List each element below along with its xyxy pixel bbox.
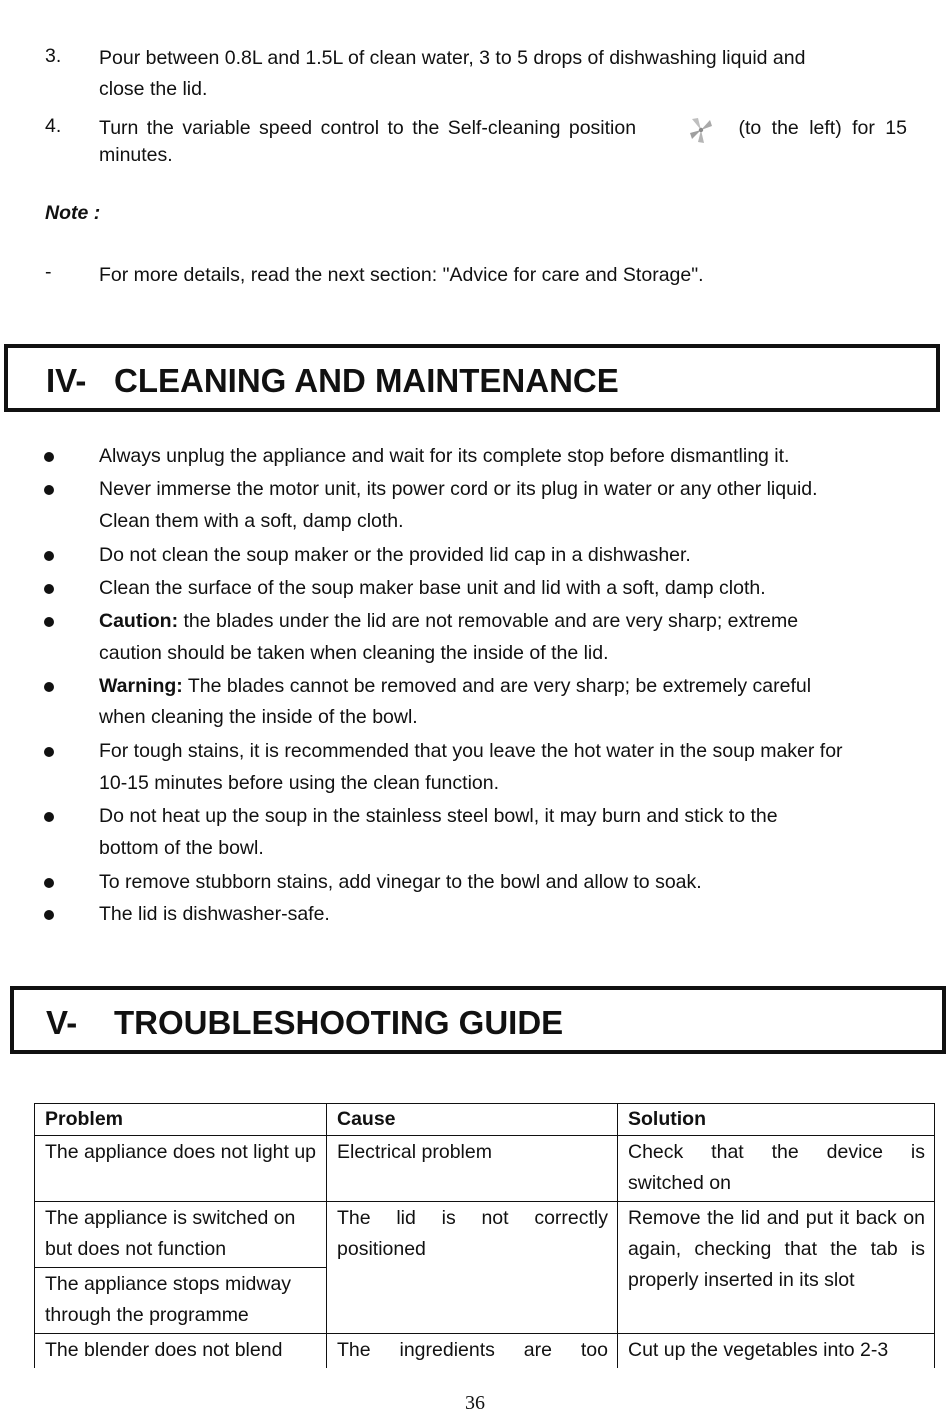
bullet-4 [99, 573, 766, 604]
bullet-6-line-2: when cleaning the inside of the bowl. [99, 706, 418, 728]
cause-cell: Electrical problem [327, 1136, 618, 1202]
header-cause: Cause [327, 1104, 618, 1136]
bullet-6 [99, 671, 811, 733]
bullet-dot [44, 584, 54, 594]
step-3-text [99, 43, 899, 105]
problem-cell: The appliance does not light up [35, 1136, 327, 1202]
step-4-text [99, 113, 907, 171]
bullet-7-line-1: For tough stains, it is recommended that you leave the hot water in the soup maker for [99, 740, 843, 762]
bullet-8-line-2: bottom of the bowl. [99, 837, 264, 859]
section-v-number: V- [46, 1004, 78, 1041]
bullet-5-line-1 [99, 606, 798, 637]
section-v-title: TROUBLESHOOTING GUIDE [114, 1004, 564, 1041]
bullet-10 [99, 899, 330, 930]
bullet-dot [44, 551, 54, 561]
bullet-dot [44, 747, 54, 757]
cause-cell-text: The lid is not correctly positioned [337, 1207, 608, 1260]
bullet-dot [44, 617, 54, 627]
cause-cell [327, 1334, 618, 1369]
section-v-header [10, 986, 946, 1054]
bullet-2-line-1: Never immerse the motor unit, its power cord or its plug in water or any other liquid. [99, 478, 818, 500]
problem-cell: The blender does not blend [35, 1334, 327, 1369]
table-row [35, 1136, 935, 1202]
problem-cell: The appliance stops midway through the programme [35, 1268, 327, 1334]
bullet-8-line-1: Do not heat up the soup in the stainless steel bowl, it may burn and stick to the [99, 805, 778, 827]
bullet-7 [99, 736, 843, 799]
section-iv-header [4, 344, 940, 412]
step-4-line-2: minutes. [99, 144, 173, 166]
problem-cell: The appliance is switched on but does not function [35, 1202, 327, 1268]
troubleshooting-table [34, 1103, 935, 1368]
note-title: Note : [45, 202, 101, 224]
bullet-10-line-1: The lid is dishwasher-safe. [99, 903, 330, 925]
bullet-4-line-1: Clean the surface of the soup maker base unit and lid with a soft, damp cloth. [99, 577, 766, 599]
warning-label: Warning: [99, 675, 183, 697]
bullet-dot [44, 812, 54, 822]
section-iv-title: CLEANING AND MAINTENANCE [114, 362, 619, 399]
cause-cell-text: The ingredients are too [337, 1339, 608, 1361]
header-solution: Solution [618, 1104, 935, 1136]
bullet-3 [99, 540, 691, 571]
bullet-2-line-2: Clean them with a soft, damp cloth. [99, 510, 404, 532]
step-4-line-1 [99, 113, 907, 144]
solution-cell: Check that the device is switched on [618, 1136, 935, 1202]
bullet-dot [44, 910, 54, 920]
note-dash: - [45, 261, 52, 283]
table-row [35, 1334, 935, 1369]
bullet-1 [99, 441, 789, 472]
step-4-line-1a: Turn the variable speed control to the Self-cleaning position [99, 117, 637, 139]
step-3-line-2: close the lid. [99, 78, 208, 100]
bullet-6-line-1-text: The blades cannot be removed and are very sharp; be extremely careful [182, 675, 812, 697]
self-cleaning-icon [688, 115, 714, 145]
solution-cell-text: Remove the lid and put it back on again, checking that the tab is properly inserted in its slot [628, 1207, 925, 1291]
bullet-dot [44, 452, 54, 462]
note-text: For more details, read the next section: "Advice for care and Storage". [99, 264, 704, 286]
bullet-1-line-1: Always unplug the appliance and wait for its complete stop before dismantling it. [99, 445, 790, 467]
bullet-6-line-1 [99, 671, 811, 702]
table-row [35, 1202, 935, 1268]
step-3-number: 3. [45, 45, 62, 67]
solution-cell: Cut up the vegetables into 2-3 [618, 1334, 935, 1369]
solution-cell [618, 1202, 935, 1334]
bullet-9-line-1: To remove stubborn stains, add vinegar to the bowl and allow to soak. [99, 871, 702, 893]
table-header-row [35, 1104, 935, 1136]
section-iv-number: IV- [46, 362, 87, 399]
bullet-5 [99, 606, 798, 669]
caution-label: Caution: [99, 610, 179, 632]
step-4-line-1b: (to the left) for 15 [738, 117, 907, 139]
bullet-9 [99, 867, 702, 898]
bullet-8 [99, 801, 778, 864]
bullet-5-line-1-text: the blades under the lid are not removable and are very sharp; extreme [178, 610, 799, 632]
bullet-5-line-2: caution should be taken when cleaning the inside of the lid. [99, 642, 609, 664]
bullet-3-line-1: Do not clean the soup maker or the provided lid cap in a dishwasher. [99, 544, 691, 566]
bullet-7-line-2: 10-15 minutes before using the clean function. [99, 772, 500, 794]
bullet-2 [99, 474, 818, 537]
bullet-dot [44, 682, 54, 692]
step-3-line-1: Pour between 0.8L and 1.5L of clean water, 3 to 5 drops of dishwashing liquid and [99, 47, 806, 69]
page-number: 36 [465, 1392, 485, 1414]
header-problem: Problem [35, 1104, 327, 1136]
step-4-number: 4. [45, 115, 62, 137]
cause-cell [327, 1202, 618, 1334]
bullet-dot [44, 878, 54, 888]
bullet-dot [44, 485, 54, 495]
